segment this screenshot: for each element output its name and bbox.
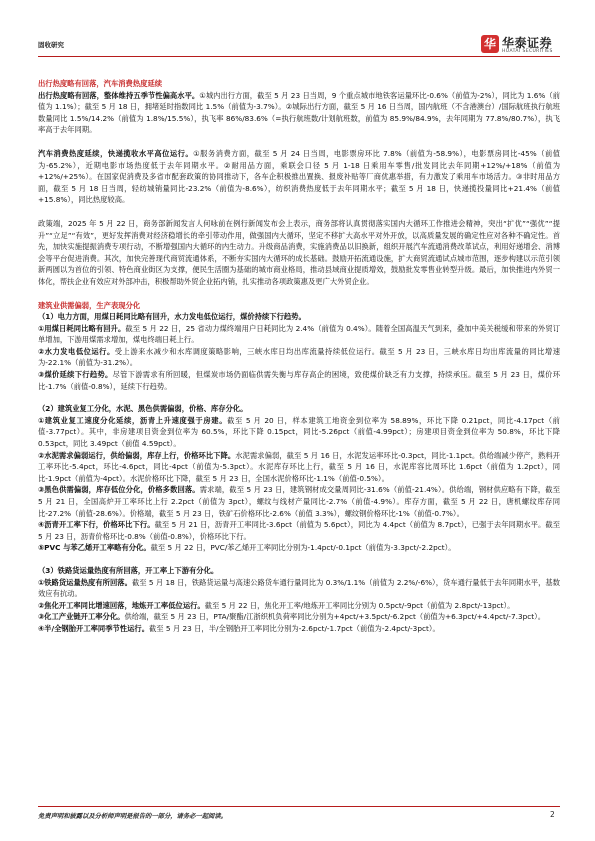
paragraph-consumption: 汽车消费热度延续，快递揽收水平高位运行。①服务消费方面，截至 5 月 24 日当周，电影票房环比 7.8%（前值为-58.9%），电影票房同比-45%（前值为-65.2%），近期电影市场热度低于去年同期水平。②耐用品方面，乘联会口径 5 月 1-18 日乘用车零售/批发同比去年同期+12%/+18%（前值为+12%/+25%）。在国家促消费及多省市配套政策的协同推动下，各车企积极推出置换、报废补贴等厂商优惠举措，有力激发了乘用车市场活力。③非时用品方面，截至 5 月 18 日当周，轻纺城销量同比-23.2%（前值为-8.6%），纺织消费热度低于去年同期水平；截至 5 月 18 日，快递揽投量同比+21.4%（前值+15.8%），同比热度较高。: [38, 148, 561, 205]
page-number: 2: [550, 810, 555, 819]
item-hydropower: ②水力发电低位运行。受上游来水减少和水库调度策略影响，三峡水库日均出库流量持续低位运行。截至 5 月 23 日，三峡水库日均出库流量的同比增速为-22.1%（前值为-31.2%）。: [38, 346, 560, 368]
lead-sentence: ①铁路货运量热度有所回落。: [38, 577, 132, 587]
section-title-construction: 建筑业供需偏弱，生产表现分化: [38, 300, 141, 310]
logo-name-en: HUATAI SECURITIES: [502, 49, 553, 54]
footer-divider: [38, 806, 560, 807]
lead-sentence: ②焦化开工率同比增速回落，地炼开工率低位运行。: [38, 600, 205, 610]
subsection-construction: （2）建筑业复工分化，水泥、黑色供需偏弱，价格、库存分化。: [38, 404, 248, 414]
item-tire: ④半/全钢胎开工率同季节性运行。截至 5 月 23 日，半/全钢胎开工率同比分别为-2.6pct/-1.7pct（前值为-2.4pct/-3pct）。: [38, 623, 440, 633]
logo-mark-icon: 华: [481, 35, 499, 53]
lead-sentence: 出行热度略有回落，整体维持五季节性偏高水平。: [38, 90, 200, 100]
item-chemical-chain: ③化工产业链开工率分化。供给端，截至 5 月 23 日，PTA/聚酯/江浙织机负荷率同比分别为+4pct/+3.5pct/-6.2pct（前值为+6.3pct/+4.4pct/-7.3pct）。: [38, 612, 546, 622]
report-category-label: 固收研究: [38, 41, 64, 49]
lead-sentence: ④半/全钢胎开工率同季节性运行。: [38, 623, 149, 633]
item-railway-freight: ①铁路货运量热度有所回落。截至 5 月 18 日，铁路货运量与高速公路货车通行量同比为 0.3%/1.1%（前值为 2.2%/-6%），货车通行量低于去年同期水平，基数效应有抗动。: [38, 577, 560, 599]
lead-sentence: ①建筑业复工速度分化延续，沥青上升速度强于房建。: [38, 415, 228, 425]
report-body: [38, 78, 560, 635]
lead-sentence: ③化工产业链开工率分化。: [38, 612, 125, 622]
lead-sentence: ⑤PVC 与苯乙烯开工率略有分化。: [38, 543, 151, 553]
lead-sentence: ④沥青开工率下行，价格环比下行。: [38, 520, 155, 530]
paragraph-policy: 政策端，2025 年 5 月 22 日，商务部新闻发言人何咏前在例行新闻发布会上表示，商务部将认真贯彻落实国内大循环工作推进会精神，突出“扩优”“强优”“提升”“立足”“有效”，更好发挥消费对经济稳增长的牵引带动作用，做强国内大循环，坚定不移扩大高水平对外开放，以高质量发展的确定性应对各种不确定性。首先，加快实施提振消费专项行动，不断增强国内大循环的内生动力。升级商品消费，实施消费品以旧换新，组织开展汽车流通消费改革试点，利用好递增会、消博会等平台促进消费。其次，加快完善现代商贸流通体系，不断夯实国内大循环的成长基础。鼓励开拓流通设施，扩大商贸流通试点城市范围，逐步构建以示范引领新两圆以为首位的引领、特色商业街区为支撑，便民生活圈为基础的城市商业格局，推动县域商业提质增效，鼓励批发零售业转型升级。最后，加快推进内外贸一体化，帮扶企业有效应对外部冲击，积极帮助外贸企业拓内销，扎实推动各项政策惠及更广大外贸企业。: [38, 218, 560, 286]
subsection-power: （1）电力方面，用煤日耗同比略有回升，水力发电低位运行，煤价持续下行趋势。: [38, 312, 306, 322]
item-pvc: ⑤PVC 与苯乙烯开工率略有分化。截至 5 月 22 日，PVC/苯乙烯开工率同比分别为-1.4pct/-0.1pct（前值为-3.3pct/-2.2pct）。: [38, 543, 456, 553]
lead-sentence: ②水泥需求偏弱运行，供给偏弱，库存上行，价格环比下降。: [38, 450, 236, 460]
item-coking-refinery: ②焦化开工率同比增速回落，地炼开工率低位运行。截至 5 月 22 日，焦化开工率/地炼开工率同比分别为 0.5pct/-9pct（前值为 2.8pct/-13pct）。: [38, 600, 515, 610]
lead-sentence: ③煤价延续下行趋势。: [38, 370, 113, 380]
lead-sentence: ②水力发电低位运行。: [38, 346, 115, 356]
logo-name-cn: 华泰证券: [502, 36, 553, 50]
header-divider: [38, 56, 560, 57]
item-coal-price: ③煤价延续下行趋势。尽管下游需求有所回暖，但煤炭市场仍面临供需失衡与库存高企的困境，致使煤价缺乏有力支撑，持续承压。截至 5 月 23 日，煤价环比-1.7%（前值-0.8%），延续下行趋势。: [38, 370, 561, 391]
item-construction-resumption: ①建筑业复工速度分化延续，沥青上升速度强于房建。截至 5 月 20 日，样本建筑工地资金到位率为 58.89%，环比下降 0.21pct，同比-4.17pct（前值-3.77pct）。其中，非房建项目资金到位率为 60.5%，环比下降 0.15pct，同比-5.26pct（前值-4.99pct）；房建项目资金到位率为 50.8%，环比下降 0.53pct，同比 3.49pct（前值 4.59pct）。: [38, 415, 560, 449]
item-coal-consumption: ①用煤日耗同比略有回升。截至 5 月 22 日，25 省动力煤终端用户日耗同比为 2.4%（前值为 0.4%）。随着全国高温天气到来，叠加中美关税缓和带来的外贸订单增加，下游用煤需求增加，煤电终端日耗上行。: [38, 323, 560, 345]
section-title-travel: 出行热度略有回落，汽车消费热度延续: [38, 79, 163, 88]
item-ferrous: ③黑色供需偏弱，库存低位分化，价格多数回落。需求端，截至 5 月 23 日，建筑钢材成交量周同比-31.6%（前值-21.4%）。供给端，钢材供应略有下降，截至 5 月 21 日，全国高炉开工率环比上行 2.2pct（前值为 3pct），螺纹与线材产量同比-2.7%（前值-4.9%）。库存方面，截至 5 月 22 日，唐机螺纹库存同比-27.2%（前值-28.6%）。价格端，截至 5 月 23 日，铁矿石价格环比-2.6%（前值 3.3%），螺纹钢价格环比-1%（前值-0.7%）。: [38, 485, 560, 518]
subsection-railway: （3）铁路货运量热度有所回落，开工率上下游有分化。: [38, 565, 219, 575]
lead-sentence: 汽车消费热度延续，快递揽收水平高位运行。: [38, 148, 194, 158]
item-cement: ②水泥需求偏弱运行，供给偏弱，库存上行，价格环比下降。水泥需求偏弱，截至 5 月 16 日，水泥发运率环比-0.3pct，同比-1.1pct。供给端减少停产，熟料开工率环比-5.4pct，环比-4.6pct，同比-4pct（前值为-5.3pct）。水泥库存环比上行，截至 5 月 16 日，水泥库容比周环比 1.6pct（前值为 1.2pct），同比-1.9pct（前值为-4pct）。水泥价格环比下降，截至 5 月 23 日，全国水泥价格环比-1.1%（前值-0.5%）。: [38, 450, 560, 483]
item-asphalt: ④沥青开工率下行，价格环比下行。截至 5 月 21 日，沥青开工率同比-3.6pct（前值为 5.6pct），同比为 4.4pct（前值为 8.7pct），已强于去年同期水平。截至 5 月 23 日，沥青价格环比-0.8%（前值-0.8%），价格环比下行。: [38, 520, 560, 541]
lead-sentence: ③黑色供需偏弱，库存低位分化，价格多数回落。: [38, 485, 200, 495]
paragraph-travel: 出行热度略有回落，整体维持五季节性偏高水平。①城内出行方面，截至 5 月 23 日当周，9 个重点城市地铁客运量环比-0.6%（前值为-2%），同比为 1.6%（前值为 1.1%）；截至 5 月 18 日，拥堵延时指数同比 1.5%（前值为-3.7%）。②城际出行方面，截至 5 月 16 日当周，国内航班（不含港澳台）/国际航班执行航班数量同比 1.5%/14.2%（前值为 1.8%/15.5%），执飞率 86%/83.6%（=执行航班数/计划航班数，前值为 85.9%/84.9%，去年同期为 77.8%/80.7%），执飞率高于去年同期。: [38, 90, 561, 135]
footer-disclaimer: 免责声明和披露以及分析师声明是报告的一部分，请务必一起阅读。: [38, 813, 227, 820]
lead-sentence: ①用煤日耗同比略有回升。: [38, 323, 126, 333]
